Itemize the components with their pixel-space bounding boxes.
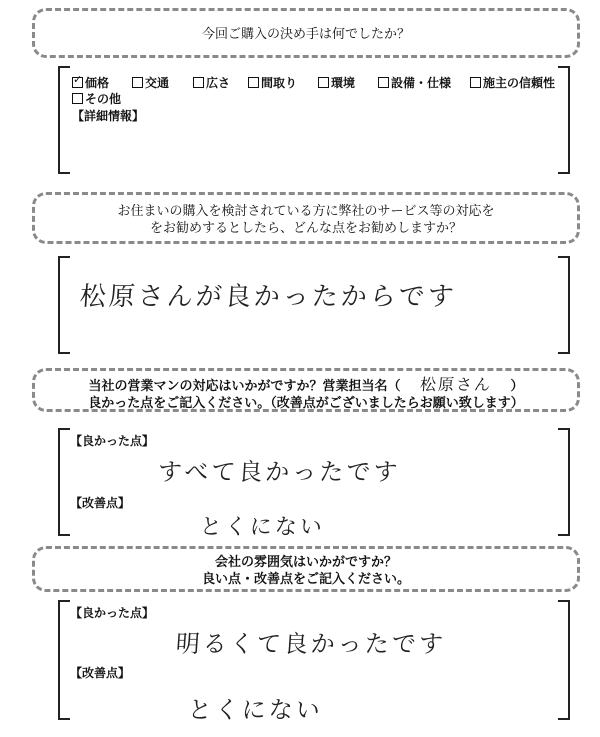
checkbox-icon	[248, 77, 259, 88]
checkbox-icon	[318, 77, 329, 88]
question-4-line-2: 良い点・改善点をご記入ください。	[201, 572, 410, 587]
option-size[interactable]: 広さ	[193, 74, 230, 91]
option-facilities[interactable]: 設備・仕様	[378, 74, 451, 91]
question-3-box	[32, 368, 580, 412]
good-points-label: 【良かった点】	[70, 434, 155, 448]
checkbox-checked-icon	[72, 77, 83, 88]
question-2-line-1: お住まいの購入を検討されている方に弊社のサービス等の対応を	[117, 204, 495, 219]
good-points-handwriting: 明るくて良かったです	[174, 630, 447, 658]
staff-name-handwriting: 松原さん	[418, 375, 493, 394]
checkbox-icon	[193, 77, 204, 88]
improvement-handwriting: とくにない	[198, 515, 326, 540]
question-3-line-1: 当社の営業マンの対応はいかがですか？営業担当名（ 松原さん ）	[88, 375, 524, 394]
option-transport[interactable]: 交通	[132, 74, 169, 91]
bracket-right	[558, 600, 570, 720]
bracket-right	[558, 428, 570, 536]
question-2-box	[32, 192, 580, 244]
question-2-line-2: をお勧めするとしたら、どんな点をお勧めしますか？	[149, 221, 462, 236]
checkbox-icon	[378, 77, 389, 88]
bracket-left	[58, 600, 70, 720]
option-other[interactable]: その他	[72, 90, 121, 107]
option-builder-trust[interactable]: 施主の信頼性	[470, 74, 555, 91]
bracket-left	[58, 66, 70, 174]
question-1-text: 今回ご購入の決め手は何でしたか？	[201, 27, 410, 42]
bracket-left	[58, 256, 70, 354]
checkbox-icon	[470, 77, 481, 88]
good-points-handwriting: すべて良かったです	[156, 458, 402, 486]
bracket-left	[58, 428, 70, 536]
bracket-right	[558, 256, 570, 354]
checkbox-icon	[72, 93, 83, 104]
question-4-box	[32, 546, 580, 592]
option-layout[interactable]: 間取り	[248, 74, 297, 91]
question-4-line-1: 会社の雰囲気はいかがですか？	[214, 555, 397, 570]
question-3-line-2: 良かった点をご記入ください。（改善点がございましたらお願い致します）	[88, 396, 524, 411]
checkbox-icon	[132, 77, 143, 88]
improvement-label: 【改善点】	[70, 666, 131, 680]
good-points-label: 【良かった点】	[70, 606, 155, 620]
question-1-box	[32, 8, 580, 58]
option-environment[interactable]: 環境	[318, 74, 355, 91]
option-price[interactable]: ✓価格	[72, 74, 109, 91]
answer-2-handwriting: 松原さんが良かったからです	[78, 282, 458, 312]
bracket-right	[558, 66, 570, 174]
detail-label: 【詳細情報】	[72, 109, 145, 123]
improvement-handwriting: とくにない	[186, 696, 324, 724]
improvement-label: 【改善点】	[70, 496, 131, 510]
